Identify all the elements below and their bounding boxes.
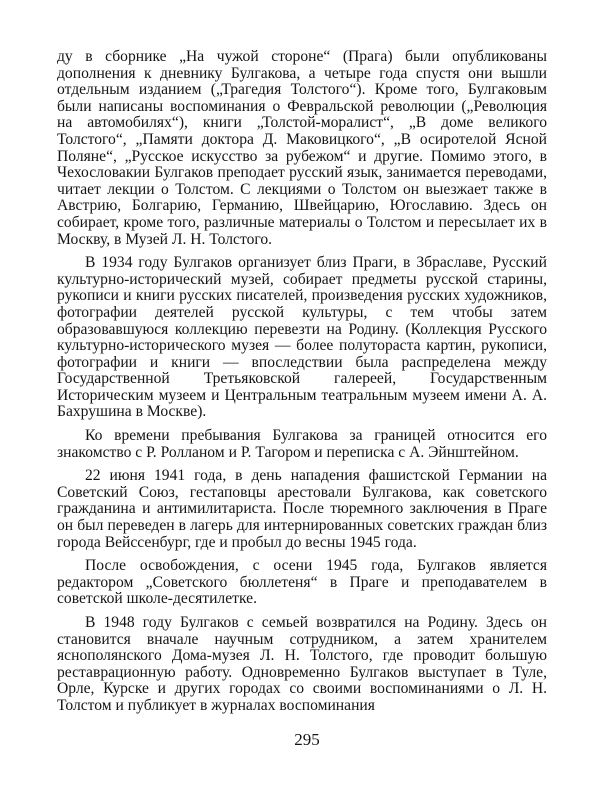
paragraph-liberation-1945: После освобождения, с осени 1945 года, Булгаков является редактором „Советского бюллетеня“ в Праге и преподавателем в советской школе-десятилетке. <box>57 557 547 608</box>
paragraph-return-1948: В 1948 году Булгаков с семьей возвратился на Родину. Здесь он становится вначале научным сотрудником, а затем хранителем яснополянского Дома-музея Л. Н. Толстого, где проводит большую реставрационную работу. Одновременно Булгаков выступает в Туле, Орле, Курске и других городах со своими воспоминаниями о Л. Н. Толстом и публикует в журналах воспоминания <box>57 614 547 714</box>
paragraph-rolland-tagore: Ко времени пребывания Булгакова за границей относится его знакомство с Р. Ролланом и Р. Тагором и переписка с А. Эйнштейном. <box>57 427 547 461</box>
paragraph-arrest-1941: 22 июня 1941 года, в день нападения фашистской Германии на Советский Союз, гестаповцы арестовали Булгакова, как советского гражданина и антимилитариста. После тюремного заключения в Праге он был переведен в лагерь для интернированных советских граждан близ города Вейссенбург, где и пробыл до весны 1945 года. <box>57 467 547 551</box>
page-number: 295 <box>294 730 320 749</box>
paragraph-museum-1934: В 1934 году Булгаков организует близ Праги, в Збраславе, Русский культурно-исторический музей, собирает предметы русской старины, рукописи и книги русских писателей, произведения русских художников, фотографии деятелей русской культуры, с тем чтобы затем образовавшуюся коллекцию перевезти на Родину. (Коллекция Русского культурно-исторического музея — более полутораста картин, рукописи, фотографии и книги — впоследствии была распределена между Государственной Третьяковской галереей, Государственным Историческим музеем и Центральным театральным музеем имени А. А. Бахрушина в Москве). <box>57 254 547 421</box>
paragraph-continuation: ду в сборнике „На чужой стороне“ (Прага) были опубликованы дополнения к дневнику Булгакова, а четыре года спустя они вышли отдельным изданием („Трагедия Толстого“). Кроме того, Булгаковым были написаны воспоминания о Февральской революции („Революция на автомобилях“), книги „Толстой-моралист“, „В доме великого Толстого“, „Памяти доктора Д. Маковицкого“, „В осиротелой Ясной Поляне“, „Русское искусство за рубежом“ и другие. Помимо этого, в Чехословакии Булгаков преподает русский язык, занимается переводами, читает лекции о Толстом. С лекциями о Толстом он выезжает также в Австрию, Болгарию, Германию, Швейцарию, Югославию. Здесь он собирает, кроме того, различные материалы о Толстом и пересылает их в Москву, в Музей Л. Н. Толстого. <box>57 48 547 248</box>
page-body <box>57 49 547 722</box>
